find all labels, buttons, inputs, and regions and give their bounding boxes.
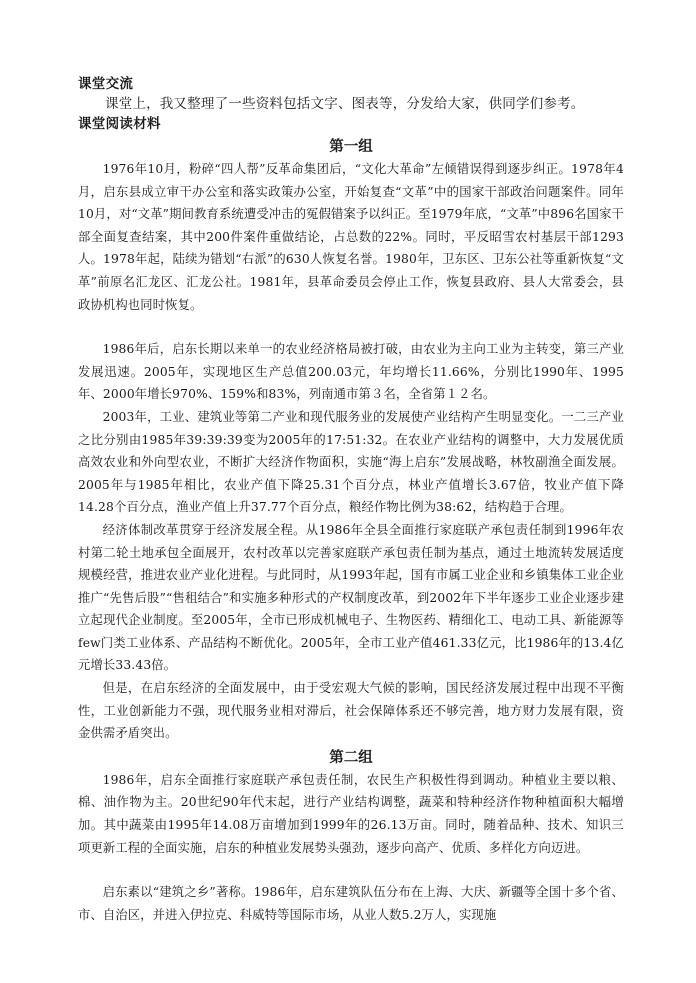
group-one-paragraph-4: 经济体制改革贯穿于经济发展全程。从1986年全县全面推行家庭联产承包责任制到1996年农村第二轮土地承包全面展开，农村改革以完善家庭联产承包责任制为基点，通过土地流转发展适度规模经营，推进农业产业化进程。与此同时，从1993年起，国有市属工业企业和乡镇集体工业企业推广“先售后股”“售租结合”和实施多种形式的产权制度改革，到2002年下半年逐步工业企业逐步建立起现代企业制度。至2005年，全市已形成机械电子、生物医药、精细化工、电动工具、新能源等few门类工业体系、产品结构不断优化。2005年，全市工业产值461.33亿元，比1986年的13.4亿元增长33.43倍。	[78, 522, 624, 673]
document-page	[78, 74, 624, 926]
group-one-section	[78, 136, 624, 745]
group-one-paragraph-2: 1986年后，启东长期以来单一的农业经济格局被打破，由农业为主向工业为主转变，第三产业发展迅速。2005年，实现地区生产总值200.03元，年均增长11.66%，分别比1990年、1995年、2000年增长970%、159%和83%，列南通市第３名，全省第１２名。	[78, 342, 624, 402]
intro-paragraph: 课堂上，我又整理了一些资料包括文字、图表等，分发给大家，供同学们参考。	[105, 96, 585, 112]
group-one-title: 第一组	[329, 139, 373, 155]
group-two-paragraph-2: 启东素以“建筑之乡”著称。1986年，启东建筑队伍分布在上海、大庆、新疆等全国十多个省、市、自治区，并进入伊拉克、科威特等国际市场，从业人数5.2万人，实现施	[78, 885, 624, 922]
group-two-paragraph-1: 1986年，启东全面推行家庭联产承包责任制，农民生产积极性得到调动。种植业主要以粮、棉、油作物为主。20世纪90年代末起，进行产业结构调整，蔬菜和特种经济作物种植面积大幅增加。其中蔬菜由1995年14.08万亩增加到1999年的26.13万亩。同时，随着品种、技术、知识三项更新工程的全面实施，启东的种植业发展势头强劲，逐步向高产、优质、多样化方向迈进。	[78, 772, 624, 855]
paragraph-spacer	[78, 859, 624, 881]
group-two-title: 第二组	[329, 749, 373, 766]
paragraph-spacer	[78, 316, 624, 338]
group-one-paragraph-1: 1976年10月，粉碎“四人帮”反革命集团后，“文化大革命”左倾错误得到逐步纠正。1978年4月，启东县成立审干办公室和落实政策办公室，开始复查“文革”中的国家干部政治问题案件。同年10月，对“文革”期间教育系统遭受冲击的冤假错案予以纠正。至1979年底，“文革”中896名国家干部全面复查结案，其中200件案件重做结论，占总数的22%。同时，平反昭雪农村基层干部1293人。1978年起，陆续为错划“右派”的630人恢复名誉。1980年，卫东区、卫东公社等重新恢复“文革”前原名汇龙区、汇龙公社。1981年，县革命委员会停止工作，恢复县政府、县人大常委会，县政协机构也同时恢复。	[78, 162, 624, 312]
heading-classroom-exchange: 课堂交流	[78, 76, 134, 92]
group-one-paragraph-5: 但是，在启东经济的全面发展中，由于受宏观大气候的影响，国民经济发展过程中出现不平衡性，工业创新能力不强，现代服务业相对滞后，社会保障体系还不够完善，地方财力发展有限，资金供需矛盾突出。	[78, 681, 624, 741]
group-one-paragraph-3: 2003年，工业、建筑业等第二产业和现代服务业的发展使产业结构产生明显变化。一二三产业之比分别由1985年39:39:39变为2005年的17:51:32。在农业产业结构的调整中，大力发展优质高效农业和外向型农业，不断扩大经济作物面积，实施“海上启东”发展战略，林牧副渔全面发展。2005年与1985年相比，农业产值下降25.31个百分点，林业产值增长3.67倍，牧业产值下降14.28个百分点，渔业产值上升37.77个百分点，粮经作物比例为38:62，结构趋于合理。	[78, 409, 624, 515]
heading-reading-materials: 课堂阅读材料	[78, 116, 161, 132]
group-two-section	[78, 747, 624, 927]
